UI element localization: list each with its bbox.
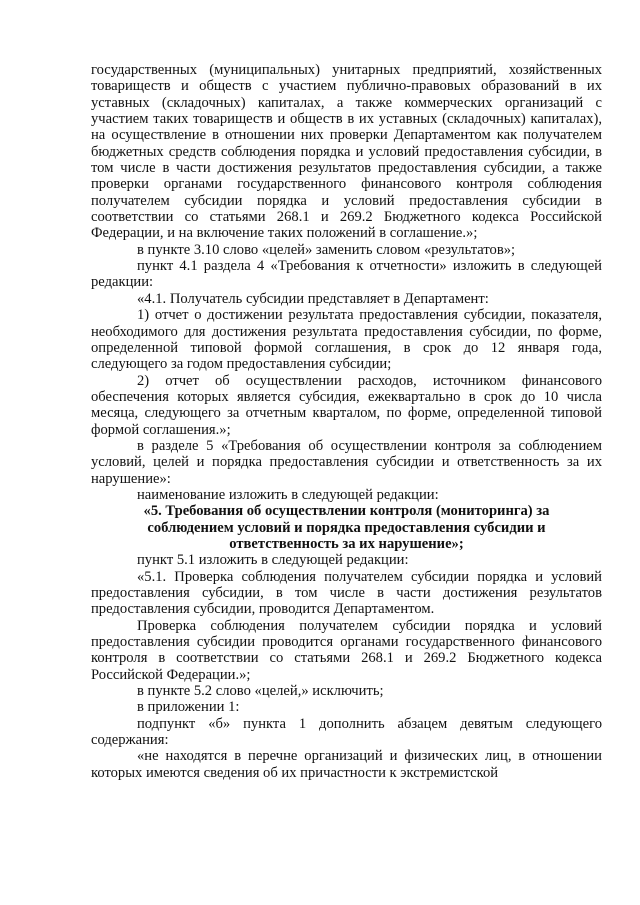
paragraph-item: в приложении 1:	[137, 699, 240, 716]
paragraph-continuation: государственных (муниципальных) унитарных предприятий, хозяйственных товариществ и обществ с участием публично-правовых образований в их уставных (складочных) капиталах, а также коммерческих организаций с участием таких товариществ и обществ в их уставных (складочных) капиталах), на осуществление в отношении них проверки Департаментом как получателем бюджетных средств соблюдения порядка и условий предоставления субсидии, в том числе в части достижения результатов предоставления субсидии, а также проверки органами государственного финансового контроля соблюдения получателем субсидии порядка и условий предоставления субсидии в соответствии со статьями 268.1 и 269.2 Бюджетного кодекса Российской Федерации, и на включение таких положений в соглашение.»;	[91, 62, 602, 242]
paragraph-item: в разделе 5 «Требования об осуществлении контроля за соблюдением условий, целей и порядка предоставления субсидии и ответственность за их нарушение»:	[91, 437, 602, 487]
paragraph-item: 2) отчет об осуществлении расходов, источником финансового обеспечения которых является субсидия, ежеквартально в срок до 10 числа месяца, следующего за отчетным кварталом, по форме, определенной типовой формой соглашения.»;	[91, 372, 602, 438]
paragraph-item: пункт 4.1 раздела 4 «Требования к отчетности» изложить в следующей редакции:	[91, 258, 602, 291]
paragraph-item: подпункт «б» пункта 1 дополнить абзацем девятым следующего содержания:	[91, 715, 602, 749]
paragraph-item: в пункте 5.2 слово «целей,» исключить;	[137, 683, 384, 700]
paragraph-item: «5.1. Проверка соблюдения получателем субсидии порядка и условий предоставления субсидии, в том числе в части достижения результатов предоставления субсидии, проводится Департаментом.	[91, 568, 602, 618]
paragraph-item: 1) отчет о достижении результата предоставления субсидии, показателя, необходимого для достижения результата предоставления субсидии, по форме, определенной типовой формой соглашения, в срок до 12 января года, следующего за годом предоставления субсидии;	[91, 307, 602, 373]
paragraph-item: наименование изложить в следующей редакции:	[137, 486, 439, 503]
paragraph-item: «не находятся в перечне организаций и физических лиц, в отношении которых имеются сведения об их причастности к экстремистской	[91, 748, 602, 781]
document-page	[91, 62, 602, 781]
paragraph-item: Проверка соблюдения получателем субсидии порядка и условий предоставления субсидии проводится органами государственного финансового контроля в соответствии со статьями 268.1 и 269.2 Бюджетного кодекса Российской Федерации.»;	[91, 617, 602, 683]
paragraph-item: пункт 5.1 изложить в следующей редакции:	[137, 552, 409, 569]
paragraph-item: «4.1. Получатель субсидии представляет в Департамент:	[137, 290, 489, 307]
section-heading: «5. Требования об осуществлении контроля (мониторинга) за соблюдением условий и порядка предоставления субсидии и ответственность за их нарушение»;	[143, 503, 550, 552]
paragraph-item: в пункте 3.10 слово «целей» заменить словом «результатов»;	[137, 241, 516, 258]
